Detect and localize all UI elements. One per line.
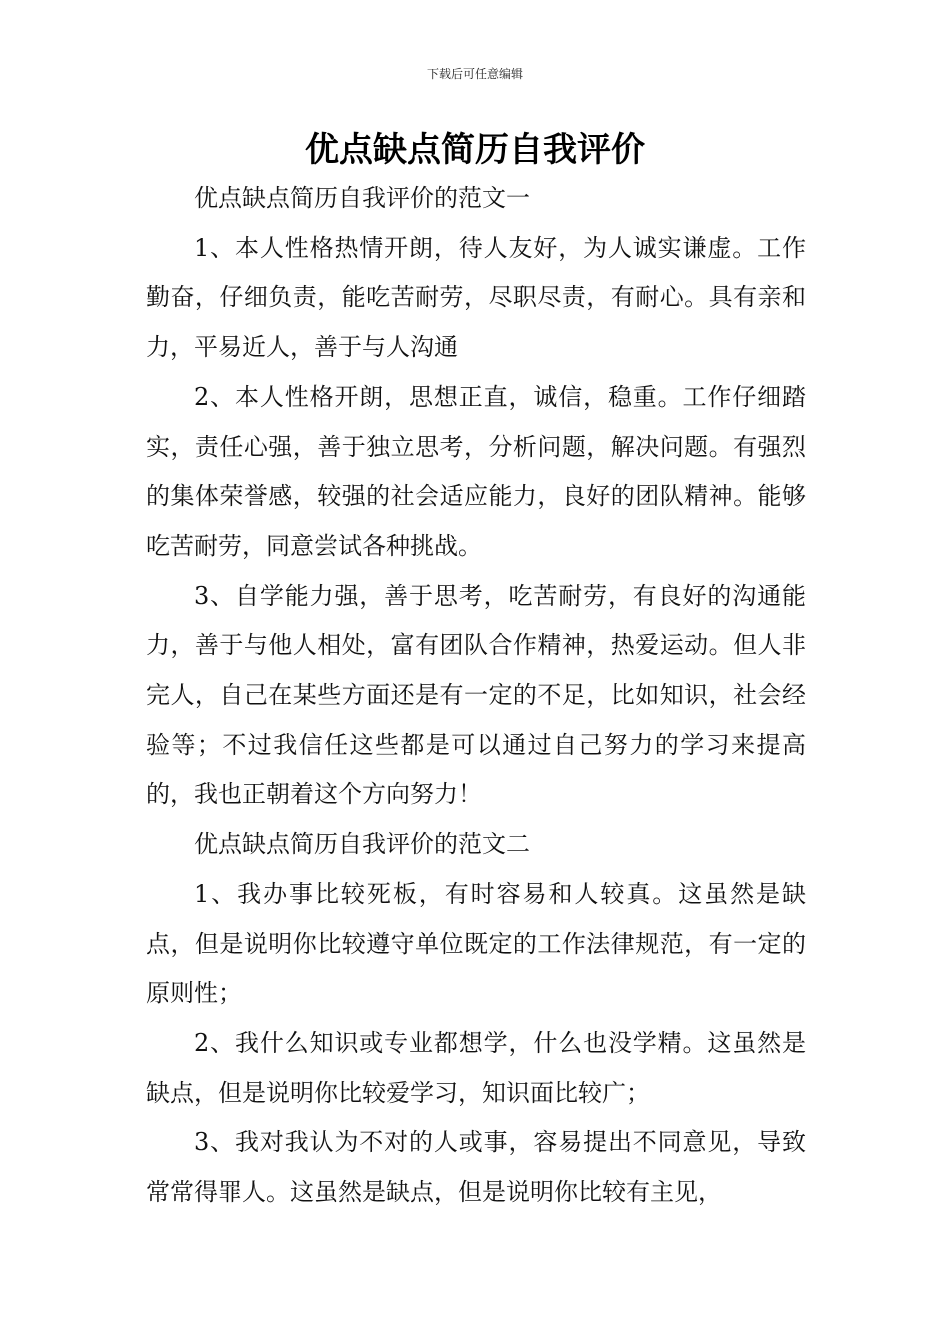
section-heading-1: 优点缺点简历自我评价的范文一 <box>194 184 530 212</box>
paragraph: 2、本人性格开朗，思想正直，诚信，稳重。工作仔细踏实，责任心强，善于独立思考，分析问题，解决问题。有强烈的集体荣誉感，较强的社会适应能力，良好的团队精神。能够吃苦耐劳，同意尝试各种挑战。 <box>146 382 806 560</box>
header-note: 下载后可任意编辑 <box>426 67 523 81</box>
document-body <box>146 174 806 1218</box>
paragraph: 1、我办事比较死板，有时容易和人较真。这虽然是缺点，但是说明你比较遵守单位既定的工作法律规范，有一定的原则性； <box>146 879 806 1008</box>
paragraph: 3、自学能力强，善于思考，吃苦耐劳，有良好的沟通能力，善于与他人相处，富有团队合作精神，热爱运动。但人非完人，自己在某些方面还是有一定的不足，比如知识，社会经验等；不过我信任这些都是可以通过自己努力的学习来提高的，我也正朝着这个方向努力！ <box>146 581 806 809</box>
document-title: 优点缺点简历自我评价 <box>305 130 645 170</box>
paragraph: 3、我对我认为不对的人或事，容易提出不同意见，导致常常得罪人。这虽然是缺点，但是说明你比较有主见， <box>146 1128 806 1207</box>
paragraph: 2、我什么知识或专业都想学，什么也没学精。这虽然是缺点，但是说明你比较爱学习，知识面比较广； <box>146 1028 806 1107</box>
paragraph: 1、本人性格热情开朗，待人友好，为人诚实谦虚。工作勤奋，仔细负责，能吃苦耐劳，尽职尽责，有耐心。具有亲和力，平易近人，善于与人沟通 <box>146 233 806 362</box>
section-heading-2: 优点缺点简历自我评价的范文二 <box>194 830 530 859</box>
